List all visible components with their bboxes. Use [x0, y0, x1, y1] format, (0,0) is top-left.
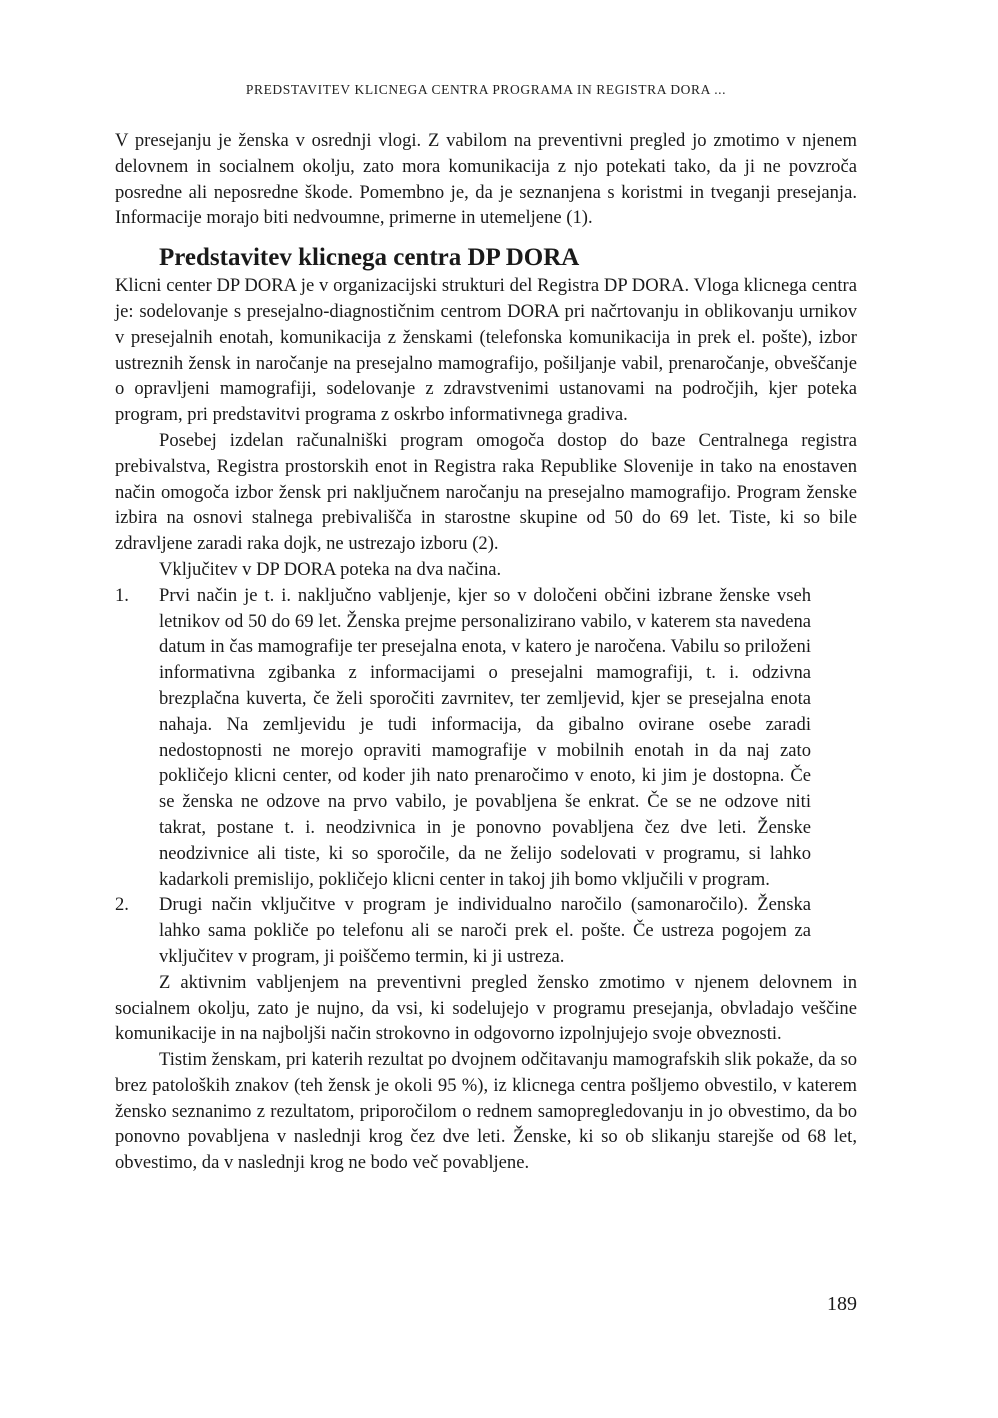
- list-item-number: 1.: [115, 584, 129, 606]
- section-paragraph: Vključitev v DP DORA poteka na dva načina.: [159, 558, 502, 580]
- closing-paragraph: Tistim ženskam, pri katerih rezultat po dvojnem odčitavanju mamografskih slik pokaže, da so brez patoloških znakov (teh žensk je okoli 95 %), iz klicnega centra pošljemo obvestilo, v katerem žensko seznanimo z rezultatom, priporočilom o rednem samopregledovanju in jo obvestimo, da bo ponovno povabljena v naslednji krog čez dve leti. Ženske, ki so ob slikanju starejše od 68 let, obvestimo, da v naslednji krog ne bodo več povabljene.: [115, 1049, 857, 1174]
- list-item: [115, 892, 857, 969]
- section-paragraph: Klicni center DP DORA je v organizacijski strukturi del Registra DP DORA. Vloga klicnega centra je: sodelovanje s presejalno-diagnostičnim centrom DORA pri načrtovanju in oblikovanju urnikov v presejalnih enotah, komunikacija z ženskami (telefonska komunikacija in prek el. pošte), izbor ustreznih žensk in naročanje na presejalno mamografijo, pošiljanje vabil, prenaročanje, obveščanje o opravljeni mamografiji, sodelovanje z zdravstvenimi ustanovami na področjih, kjer poteka program, pri predstavitvi programa z oskrbo informativnega gradiva.: [115, 275, 857, 426]
- section-paragraph: Posebej izdelan računalniški program omogoča dostop do baze Centralnega registra prebivalstva, Registra prostorskih enot in Registra raka Republike Slovenije in tako na enostaven način omogoča izbor žensk pri naključnem naročanju na presejalno mamografijo. Program ženske izbira na osnovi stalnega prebivališča in starostne skupine od 50 do 69 let. Tiste, ki so bile zdravljene zaradi raka dojk, ne ustrezajo izboru (2).: [115, 429, 857, 555]
- list-item-text: Drugi način vključitve v program je individualno naročilo (samonaročilo). Ženska lahko sama pokliče po telefonu ali se naroči prek el. pošte. Če ustreza pogojem za vključitev v program, ji poiščemo termin, ki ji ustreza.: [159, 894, 811, 967]
- page-number: 189: [827, 1293, 857, 1315]
- section-heading: Predstavitev klicnega centra DP DORA: [159, 244, 580, 272]
- body-text: [115, 128, 857, 1176]
- list-item-text: Prvi način je t. i. naključno vabljenje, kjer so v določeni občini izbrane ženske vseh letnikov od 50 do 69 let. Ženska prejme personalizirano vabilo, v katerem sta navedena datum in čas mamografije ter presejalna enota, v katero je naročena. Vabilu so priloženi informativna zgibanka z informacijami o presejalni mamografiji, t. i. odzivna brezplačna kuverta, če želi sporočiti zavrnitev, ter zemljevid, kjer se presejalna enota nahaja. Na zemljevidu je tudi informacija, da gibalno ovirane osebe zaradi nedostopnosti ne morejo opraviti mamografije v mobilnih enotah in da naj zato pokličejo klicni center, od koder jih nato prenaročimo v enoto, ki jim je dostopna. Če se ženska ne odzove na prvo vabilo, je povabljena še enkrat. Če se ne odzove niti takrat, postane t. i. neodzivnica in je ponovno povabljena čez dve leti. Ženske neodzivnice ali tiste, ki so sporočile, da ne želijo sodelovati v programu, si lahko kadarkoli premislijo, pokličejo klicni center in takoj jih bomo vključili v program.: [159, 584, 811, 890]
- closing-paragraph: Z aktivnim vabljenjem na preventivni pregled žensko zmotimo v njenem delovnem in socialnem okolju, zato je nujno, da vsi, ki sodelujejo v programu presejanja, obvladajo veščine komunikacije in na najboljši način strokovno in odgovorno izpolnjujejo svoje obveznosti.: [115, 971, 857, 1045]
- list-item: [115, 583, 857, 893]
- enumerated-list: [115, 583, 857, 970]
- intro-paragraph: V presejanju je ženska v osrednji vlogi. Z vabilom na preventivni pregled jo zmotimo v njenem delovnem in socialnem okolju, zato mora komunikacija z njo potekati tako, da ji ne povzroča posredne ali neposredne škode. Pomembno je, da je seznanjena s koristmi in tveganji presejanja. Informacije morajo biti nedvoumne, primerne in utemeljene (1).: [115, 130, 857, 229]
- running-header: PREDSTAVITEV KLICNEGA CENTRA PROGRAMA IN REGISTRA DORA ...: [245, 82, 727, 97]
- list-item-number: 2.: [115, 894, 129, 916]
